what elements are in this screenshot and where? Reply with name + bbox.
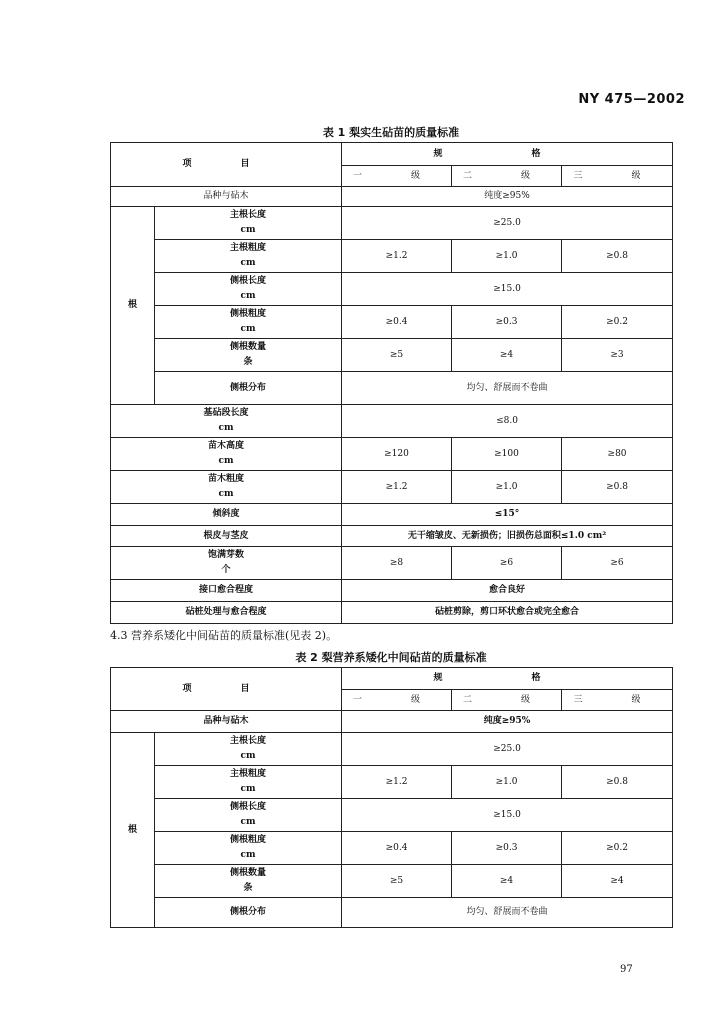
table1-merged-value: ≤8.0 (342, 405, 673, 438)
table2-merged-value: ≥15.0 (342, 799, 673, 832)
table1-merged-value: 砧桩剪除，剪口环状愈合或完全愈合 (342, 602, 673, 624)
table2-grade2-value: ≥1.0 (452, 766, 562, 799)
table1-variety-value: 纯度≥95% (342, 187, 673, 207)
table2-grade2-value: ≥4 (452, 865, 562, 898)
table2-grade1-value: ≥0.4 (342, 832, 452, 865)
table1-variety-label: 品种与砧木 (111, 187, 342, 207)
table2-caption: 表 2 梨营养系矮化中间砧苗的质量标准 (295, 651, 487, 664)
table1-row-label: 接口愈合程度 (111, 580, 342, 602)
table2-root-group: 根 (111, 733, 155, 928)
table1-root-group: 根 (111, 207, 155, 405)
table2 (110, 667, 673, 928)
table1-row-label: 苗木粗度 cm (111, 471, 342, 504)
table1-row-label: 苗木高度 cm (111, 438, 342, 471)
table1-merged-value: 均匀、舒展而不卷曲 (342, 372, 673, 405)
table1-merged-value: 无干缩皱皮、无新损伤；旧损伤总面积≤1.0 cm² (342, 526, 673, 547)
table2-header-spec: 规 格 (342, 668, 673, 690)
table1-merged-value: ≥15.0 (342, 273, 673, 306)
table1-grade3-value: ≥0.2 (562, 306, 673, 339)
page-number: 97 (620, 964, 633, 975)
table1-grade-1: 一 级 (342, 166, 452, 187)
table1-row-label: 侧根数量 条 (155, 339, 342, 372)
table1-grade2-value: ≥4 (452, 339, 562, 372)
table1-grade2-value: ≥100 (452, 438, 562, 471)
table1-grade1-value: ≥1.2 (342, 240, 452, 273)
table2-grade3-value: ≥0.8 (562, 766, 673, 799)
table2-variety-value: 纯度≥95% (342, 711, 673, 733)
table1-row-label: 主根粗度 cm (155, 240, 342, 273)
table1-grade1-value: ≥120 (342, 438, 452, 471)
table2-variety-label: 品种与砧木 (111, 711, 342, 733)
table1-grade3-value: ≥3 (562, 339, 673, 372)
table2-row-label: 侧根粗度 cm (155, 832, 342, 865)
table1-row-label: 倾斜度 (111, 504, 342, 526)
table1-grade1-value: ≥0.4 (342, 306, 452, 339)
table1-grade3-value: ≥0.8 (562, 240, 673, 273)
table1-grade2-value: ≥0.3 (452, 306, 562, 339)
table2-row-label: 侧根长度 cm (155, 799, 342, 832)
table1-row-label: 侧根长度 cm (155, 273, 342, 306)
table1-grade-2: 二 级 (452, 166, 562, 187)
table1-row-label: 侧根分布 (155, 372, 342, 405)
table1-grade3-value: ≥0.8 (562, 471, 673, 504)
table2-grade2-value: ≥0.3 (452, 832, 562, 865)
table2-row-label: 侧根分布 (155, 898, 342, 928)
table1-row-label: 侧根粗度 cm (155, 306, 342, 339)
table1-grade2-value: ≥1.0 (452, 471, 562, 504)
table1-row-label: 饱满芽数 个 (111, 547, 342, 580)
table1-grade3-value: ≥80 (562, 438, 673, 471)
table1-row-label: 根皮与茎皮 (111, 526, 342, 547)
table2-grade-1: 一 级 (342, 690, 452, 711)
table2-grade3-value: ≥4 (562, 865, 673, 898)
table1-header-item: 项 目 (111, 143, 342, 187)
table2-grade-3: 三 级 (562, 690, 673, 711)
table1-caption: 表 1 梨实生砧苗的质量标准 (322, 126, 460, 139)
table1-grade3-value: ≥6 (562, 547, 673, 580)
table1-merged-value: ≤15° (342, 504, 673, 526)
section-4-3-text: 4.3 营养系矮化中间砧苗的质量标准(见表 2)。 (110, 629, 338, 642)
document-id: NY 475—2002 (578, 92, 685, 107)
table2-grade3-value: ≥0.2 (562, 832, 673, 865)
table2-grade1-value: ≥1.2 (342, 766, 452, 799)
table1-grade1-value: ≥5 (342, 339, 452, 372)
table1-grade1-value: ≥8 (342, 547, 452, 580)
table1-row-label: 主根长度 cm (155, 207, 342, 240)
table1-header-spec: 规 格 (342, 143, 673, 166)
table1-row-label: 砧桩处理与愈合程度 (111, 602, 342, 624)
table2-header-item: 项 目 (111, 668, 342, 711)
table2-merged-value: ≥25.0 (342, 733, 673, 766)
table2-grade1-value: ≥5 (342, 865, 452, 898)
table1-merged-value: ≥25.0 (342, 207, 673, 240)
table1 (110, 142, 673, 624)
table1-grade1-value: ≥1.2 (342, 471, 452, 504)
table2-row-label: 主根长度 cm (155, 733, 342, 766)
table1-grade2-value: ≥6 (452, 547, 562, 580)
table2-row-label: 侧根数量 条 (155, 865, 342, 898)
table1-merged-value: 愈合良好 (342, 580, 673, 602)
table1-grade-3: 三 级 (562, 166, 673, 187)
table2-row-label: 主根粗度 cm (155, 766, 342, 799)
table1-grade2-value: ≥1.0 (452, 240, 562, 273)
table2-grade-2: 二 级 (452, 690, 562, 711)
table2-merged-value: 均匀、舒展而不卷曲 (342, 898, 673, 928)
table1-row-label: 基砧段长度 cm (111, 405, 342, 438)
